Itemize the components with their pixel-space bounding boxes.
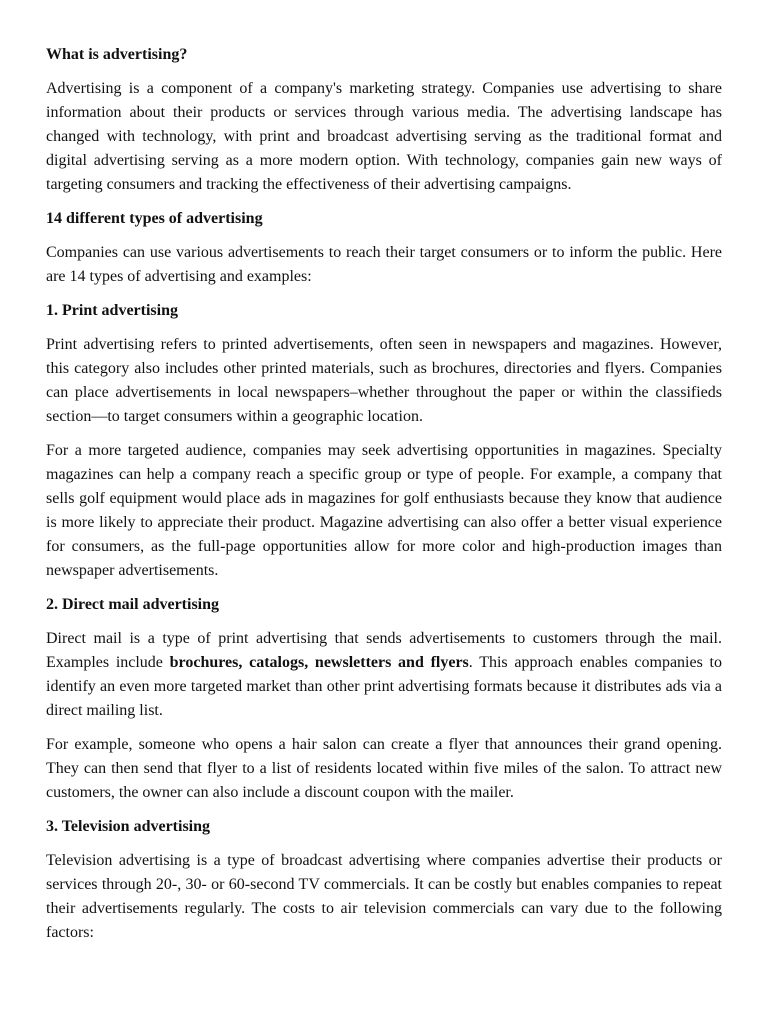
heading-types-of-advertising: 14 different types of advertising	[46, 210, 263, 227]
paragraph-types-intro: Companies can use various advertisements to reach their target consumers or to inform the public. Here are 14 types of advertising and examples:	[46, 244, 722, 285]
heading-what-is-advertising: What is advertising?	[46, 46, 188, 63]
paragraph-definition: Advertising is a component of a company's marketing strategy. Companies use advertising to share information about their products or services through various media. The advertising landscape has changed with technology, with print and broadcast advertising serving as the traditional format and digital advertising serving as a more modern option. With technology, companies gain new ways of targeting consumers and tracking the effectiveness of their advertising campaigns.	[46, 80, 722, 193]
paragraph-print-1: Print advertising refers to printed advertisements, often seen in newspapers and magazines. However, this category also includes other printed materials, such as brochures, directories and flyers. Companies can place advertisements in local newspapers–whether throughout the paper or within the classifieds section—to target consumers within a geographic location.	[46, 336, 722, 425]
direct-mail-text-post: . This approach enables companies to identify an even more targeted market than other print advertising formats because it distributes ads via a direct mailing list.	[46, 654, 722, 719]
paragraph-direct-mail-1	[46, 627, 722, 723]
heading-print-advertising: 1. Print advertising	[46, 302, 178, 319]
direct-mail-examples-bold: brochures, catalogs, newsletters and flyers	[169, 654, 469, 671]
heading-television-advertising: 3. Television advertising	[46, 818, 211, 835]
paragraph-television: Television advertising is a type of broadcast advertising where companies advertise their products or services through 20-, 30- or 60-second TV commercials. It can be costly but enables companies to repeat their advertisements regularly. The costs to air television commercials can vary due to the following factors:	[46, 852, 722, 941]
paragraph-print-2: For a more targeted audience, companies may seek advertising opportunities in magazines. Specialty magazines can help a company reach a specific group or type of people. For example, a company that sells golf equipment would place ads in magazines for golf enthusiasts because they know that audience is more likely to appreciate their product. Magazine advertising can also offer a better visual experience for consumers, as the full-page opportunities allow for more color and high-production images than newspaper advertisements.	[46, 442, 722, 579]
paragraph-direct-mail-2: For example, someone who opens a hair salon can create a flyer that announces their grand opening. They can then send that flyer to a list of residents located within five miles of the salon. To attract new customers, the owner can also include a discount coupon with the mailer.	[46, 736, 722, 801]
heading-direct-mail-advertising: 2. Direct mail advertising	[46, 596, 220, 613]
direct-mail-text-pre: Direct mail is a type of print advertising that sends advertisements to customers through the mail. Examples include	[46, 630, 722, 671]
